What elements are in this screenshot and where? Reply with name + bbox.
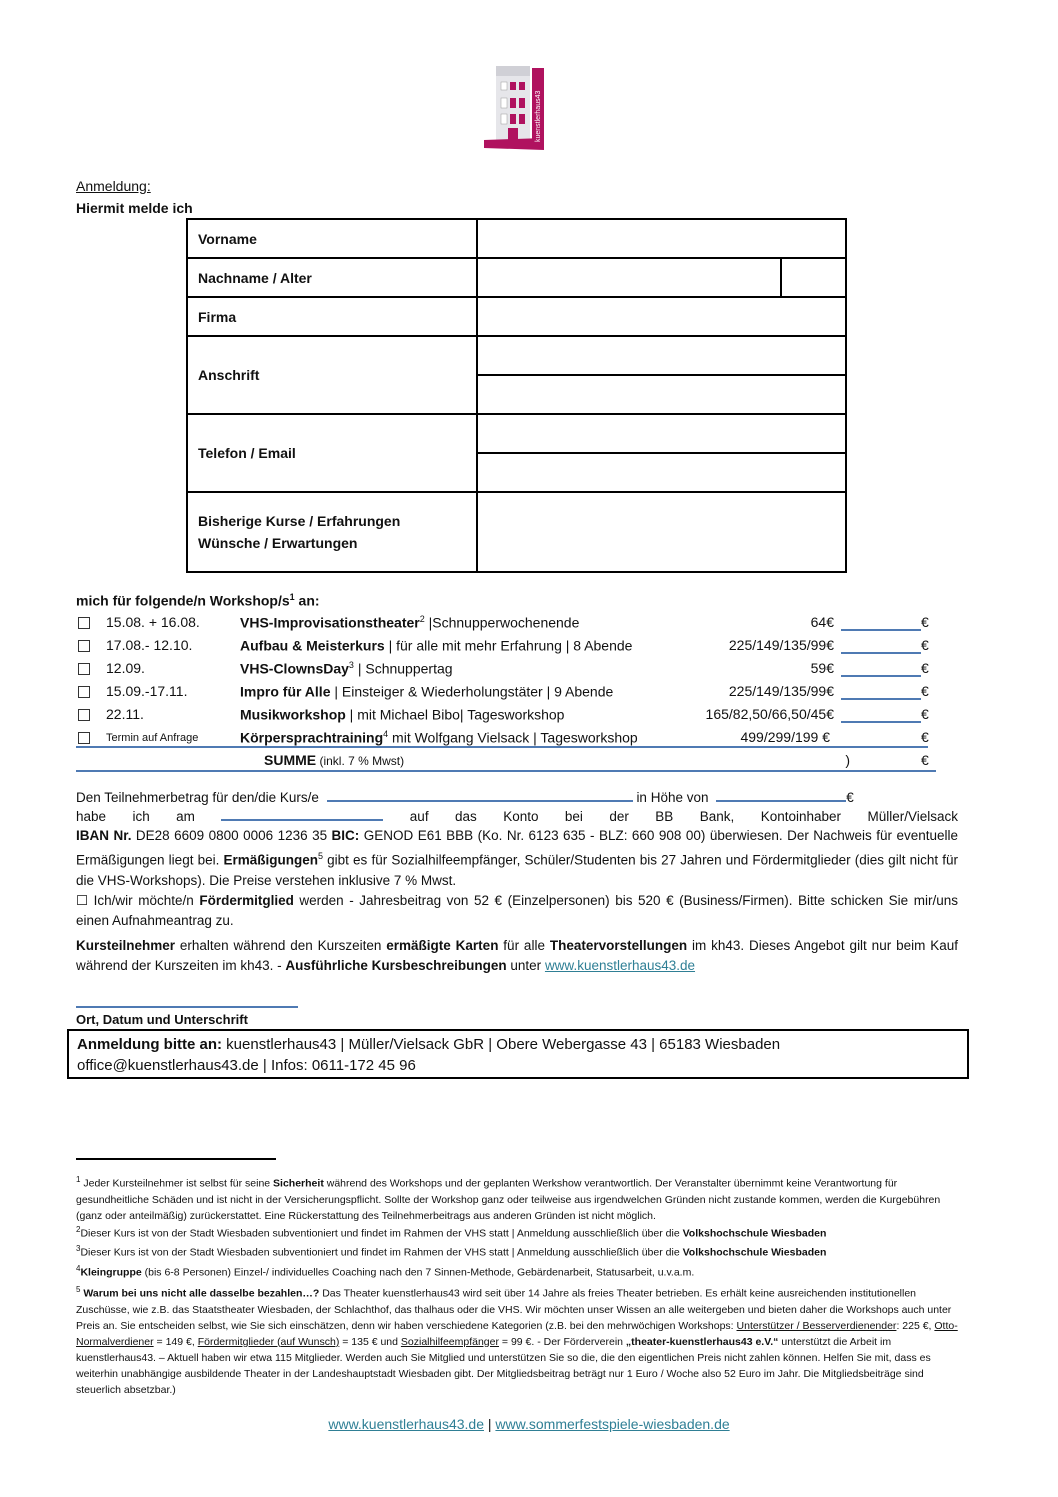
input-erfahrungen[interactable] xyxy=(477,492,846,572)
payment-date-field[interactable] xyxy=(221,819,383,821)
label-firma: Firma xyxy=(187,297,477,336)
workshop-checkbox[interactable] xyxy=(78,663,90,675)
currency-symbol: € xyxy=(921,614,929,630)
currency-symbol: € xyxy=(921,706,929,722)
contact-box xyxy=(67,1029,969,1079)
form-row-erfahrungen xyxy=(187,492,846,572)
workshop-date: 15.09.-17.11. xyxy=(106,683,188,699)
workshop-row xyxy=(76,729,936,752)
heading-anmeldung: Anmeldung: xyxy=(76,178,151,194)
workshops-intro: mich für folgende/n Workshop/$s^1$ an: xyxy=(76,592,320,609)
contact-line2: office@kuenstlerhaus43.de | Infos: 0611-172 45 96 xyxy=(77,1057,416,1074)
workshop-title: VHS-ClownsDay$^3$ | Schnuppertag xyxy=(240,660,453,677)
course-name-field[interactable] xyxy=(327,800,633,802)
input-firma[interactable] xyxy=(477,297,846,336)
input-anschrift-line1[interactable] xyxy=(477,336,846,375)
contact-line1: Anmeldung bitte an: kuenstlerhaus43 | Müller/Vielsack GbR | Obere Webergasse 43 | 65183 Wiesbaden xyxy=(77,1036,781,1053)
workshop-price: 225/149/135/99€ xyxy=(728,683,834,699)
workshop-title: Impro für Alle | Einsteiger & Wiederholungstäter | 9 Abende xyxy=(240,683,614,700)
workshop-checkbox[interactable] xyxy=(78,686,90,698)
workshop-price: 64€ xyxy=(810,614,834,630)
footnote-separator xyxy=(76,1158,276,1160)
workshop-checkbox[interactable] xyxy=(78,709,90,721)
sum-total-line[interactable] xyxy=(76,770,936,772)
label-anschrift: Anschrift xyxy=(187,336,477,414)
workshop-date: 17.08.- 12.10. xyxy=(106,637,193,653)
membership-paragraph: ☐ Ich/wir möchte/n Fördermitglied werden - Jahresbeitrag von 52 € (Einzelpersonen) bis 520 € (Business/Firmen). Bitte schicken Sie mir/uns einen Aufnahmeantrag zu. xyxy=(76,893,958,928)
currency-symbol: € xyxy=(921,683,929,699)
workshop-row xyxy=(76,706,936,729)
input-telefon[interactable] xyxy=(477,414,846,453)
form-row-firma xyxy=(187,297,846,336)
workshop-amount-field[interactable] xyxy=(841,629,921,631)
workshop-price: 499/299/199 € xyxy=(740,729,830,745)
footnote-3: $^3$Dieser Kurs ist von der Stadt Wiesbaden subventioniert und findet im Rahmen der VHS statt | Anmeldung ausschließlich über die Volkshochschule Wiesbaden xyxy=(76,1244,827,1259)
workshop-price: 225/149/135/99€ xyxy=(728,637,834,653)
footer-link-sommerfestspiele[interactable]: www.sommerfestspiele-wiesbaden.de xyxy=(495,1416,730,1432)
kuenstlerhaus43-logo xyxy=(482,62,550,152)
input-vorname[interactable] xyxy=(477,219,846,258)
footnote-1: $^1$ Jeder Kursteilnehmer ist selbst für seine Sicherheit während des Workshops und der geplanten Werkshow verantwortlich. Der Veranstalter übernimmt keine Verantwortung für gesundheitliche Schäden und ist nicht in der Versicherungspflicht. Sollte der Workshop ganz oder teilweise aus irgendwelchen Gründen nicht zustande kommen, werden die Kurgebühren (ganz oder anteilmäßig) zurückerstattet. Eine Rückerstattung des Teilnehmerbeitrags aus anderen Gründen ist nicht möglich. xyxy=(76,1175,941,1222)
amount-total-field[interactable] xyxy=(716,800,846,802)
building-logo-icon xyxy=(482,62,550,152)
workshop-title: Aufbau & Meisterkurs | für alle mit mehr Erfahrung | 8 Abende xyxy=(240,637,633,654)
form-row-telefon-1 xyxy=(187,414,846,453)
registration-form-table xyxy=(186,218,847,573)
website-link[interactable]: www.kuenstlerhaus43.de xyxy=(544,958,696,973)
label-erfahrungen-line1: Bisherige Kurse / Erfahrungen xyxy=(198,513,401,529)
workshop-amount-field[interactable] xyxy=(841,698,921,700)
workshop-amount-field[interactable] xyxy=(841,721,921,723)
workshop-checkbox[interactable] xyxy=(78,617,90,629)
input-alter[interactable] xyxy=(781,258,846,297)
footer-link-kuenstlerhaus[interactable]: www.kuenstlerhaus43.de xyxy=(328,1416,484,1432)
form-row-anschrift-1 xyxy=(187,336,846,375)
payment-line1: Den Teilnehmerbetrag für den/die Kurs/e in Höhe von € xyxy=(76,790,854,805)
label-vorname: Vorname xyxy=(187,219,477,258)
workshop-checkbox[interactable] xyxy=(78,640,90,652)
form-row-nachname xyxy=(187,258,846,297)
workshop-checkbox[interactable] xyxy=(78,732,90,744)
workshop-date: Termin auf Anfrage xyxy=(106,732,199,744)
signature-label: Ort, Datum und Unterschrift xyxy=(76,1012,248,1027)
workshop-row xyxy=(76,683,936,706)
workshop-row xyxy=(76,660,936,683)
label-nachname-alter: Nachname / Alter xyxy=(187,258,477,297)
footnote-5: $^5$ Warum bei uns nicht alle dasselbe bezahlen…? Das Theater kuenstlerhaus43 wird seit über 14 Jahre als freies Theater betrieben. Es erhält keine ausreichenden institutionellen Zuschüsse, wie z.B. das Staatstheater Wiesbaden, der Schlachthof, das thalhaus oder die VHS. Wir möchten unser Wissen an alle weitergeben und bieten daher die Workshops auch unter Preis an. Sie entscheiden selbst, wie Sie sich einschätzen, denn wir haben verschiedene Kategorien (z.B. bei den mehrwöchigen Workshops: Unterstützer / Besserverdienender: 225 €, Otto-Normalverdiener = 149 €, Fördermitglieder (auf Wunsch) = 135 € und Sozialhilfeempfänger = 99 €. - Der Förderverein „theater-kuenstlerhaus43 e.V.“ unterstützt die Arbeit im kuenstlerhaus43. – Aktuell haben wir etwa 115 Mitglieder. Werden auch Sie Mitglied und unterstützen Sie so die, die den eigentlichen Preis nicht zahlen können. Helfen Sie mit, dass es weiterhin unabhängige ausbildende Theater in der Landeshauptstadt Wiesbaden gibt. Der Mitgliedsbeitrag beträgt nur 1 Euro / Woche also 52 Euro im Jahr. Die Mitgliedsbeiträge sind steuerlich absetzbar.) xyxy=(76,1285,958,1396)
sum-paren: ) xyxy=(845,752,850,768)
workshop-row xyxy=(76,614,936,637)
payment-details: IBAN Nr. DE28 6609 0800 0006 1236 35 BIC: GENOD E61 BBB (Ko. Nr. 6123 635 - BLZ: 660 908 00) überwiesen. Der Nachweis für eventuelle Ermäßigungen liegt bei. Ermäßigungen$^5$ gibt es für Sozialhilfeempfänger, Schüler/Studenten bis 27 Jahren und Fördermitglieder (dies gilt nicht für die VHS-Workshops). Die Preise verstehen inklusive 7 % Mwst. xyxy=(76,828,958,888)
label-erfahrungen xyxy=(187,492,477,572)
label-erfahrungen-line2: Wünsche / Erwartungen xyxy=(198,535,358,551)
form-row-vorname xyxy=(187,219,846,258)
sum-currency: € xyxy=(921,752,929,768)
footer-links: www.kuenstlerhaus43.de | www.sommerfestspiele-wiesbaden.de xyxy=(328,1416,730,1432)
divider-line xyxy=(76,746,928,748)
footnote-4: $^4$Kleingruppe (bis 6-8 Personen) Einzel-/ individuelles Coaching nach den 7 Sinnen-Methode, Gebärdenarbeit, Statusarbeit, u.v.a.m. xyxy=(76,1264,695,1279)
input-anschrift-line2[interactable] xyxy=(477,375,846,414)
label-telefon-email: Telefon / Email xyxy=(187,414,477,492)
workshop-date: 12.09. xyxy=(106,660,145,676)
discount-notice: Kursteilnehmer erhalten während den Kurszeiten ermäßigte Karten für alle Theatervorstellungen im kh43. Dieses Angebot gilt nur beim Kauf während der Kurszeiten im kh43. - Ausführliche Kursbeschreibungen unter www.kuenstlerhaus43.de xyxy=(76,938,958,973)
workshop-date: 22.11. xyxy=(106,706,144,722)
currency-symbol: € xyxy=(921,729,929,745)
input-nachname[interactable] xyxy=(477,258,781,297)
workshop-price: 165/82,50/66,50/45€ xyxy=(705,706,834,722)
workshop-row xyxy=(76,637,936,660)
currency-symbol: € xyxy=(921,637,929,653)
workshop-price: 59€ xyxy=(810,660,834,676)
sum-label: SUMME (inkl. 7 % Mwst) xyxy=(264,752,405,768)
subheading: Hiermit melde ich xyxy=(76,200,193,216)
workshop-title: Musikworkshop | mit Michael Bibo| Tagesworkshop xyxy=(240,706,565,723)
workshop-title: Körpersprachtraining$^4$ mit Wolfgang Vielsack | Tagesworkshop xyxy=(240,729,638,746)
workshop-date: 15.08. + 16.08. xyxy=(106,614,200,630)
signature-field[interactable] xyxy=(76,1006,298,1008)
footnote-2: $^2$Dieser Kurs ist von der Stadt Wiesbaden subventioniert und findet im Rahmen der VHS statt | Anmeldung ausschließlich über die Volkshochschule Wiesbaden xyxy=(76,1225,827,1240)
svg-text:kuenstlerhaus43: kuenstlerhaus43 xyxy=(535,90,542,142)
workshop-amount-field[interactable] xyxy=(841,675,921,677)
membership-checkbox[interactable]: ☐ xyxy=(76,893,89,908)
workshop-title: VHS-Improvisationstheater$^2$ |Schnupperwochenende xyxy=(240,614,580,631)
payment-line2: habe ich am auf das Konto bei der BB Bank, Kontoinhaber Müller/Vielsack xyxy=(76,809,958,824)
workshop-amount-field[interactable] xyxy=(841,652,921,654)
input-email[interactable] xyxy=(477,453,846,492)
currency-symbol: € xyxy=(921,660,929,676)
